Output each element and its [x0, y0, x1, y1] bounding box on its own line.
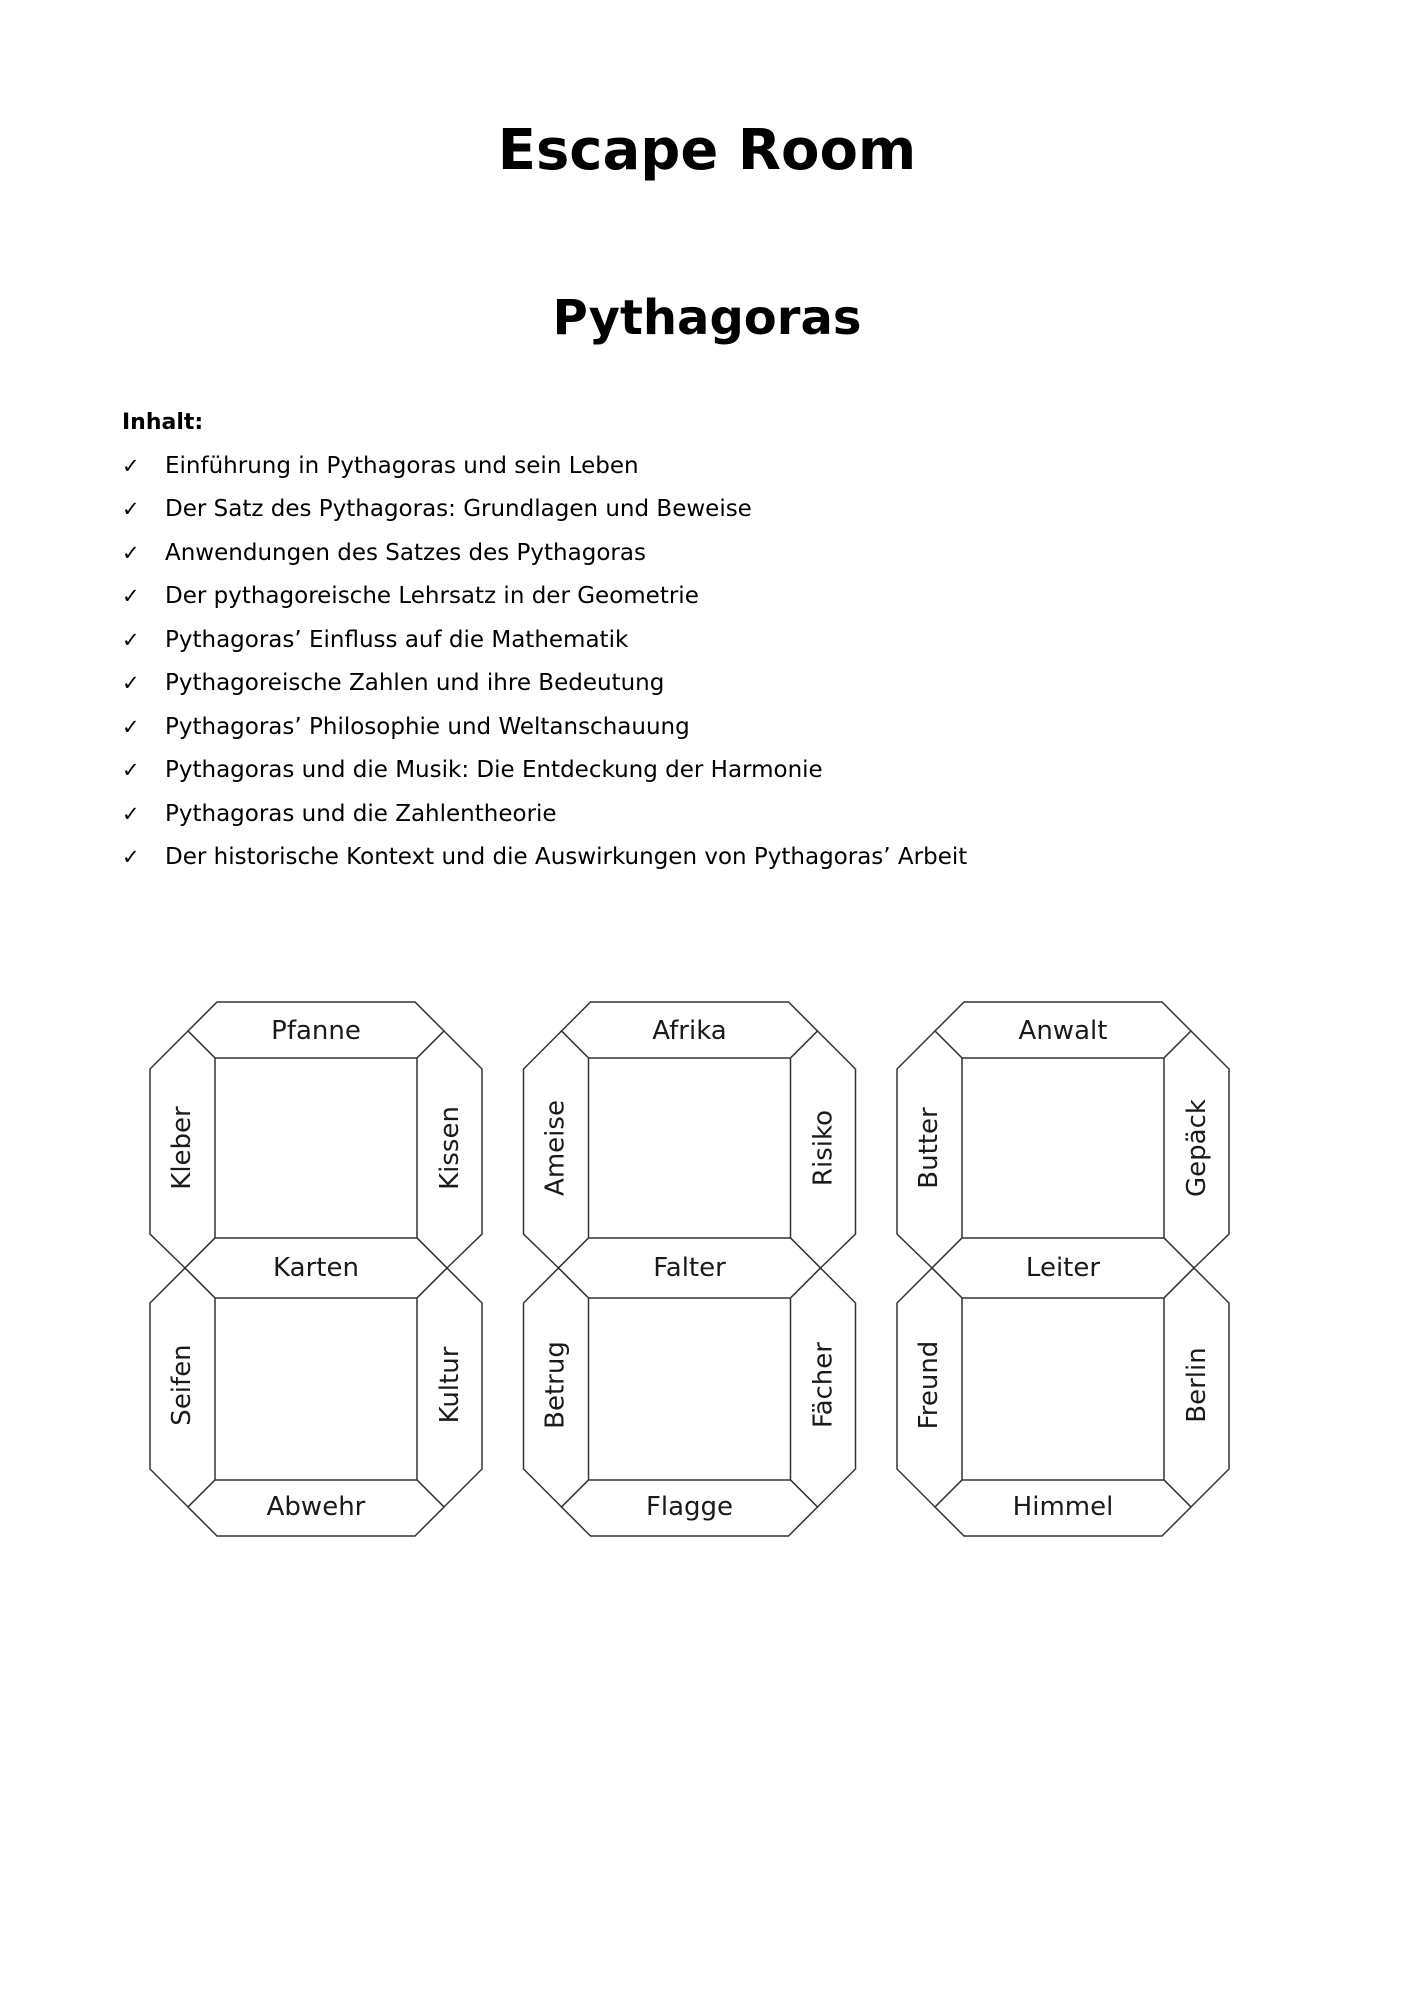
segment-label-upper-right: Risiko: [808, 1109, 839, 1187]
contents-item-label: Anwendungen des Satzes des Pythagoras: [165, 539, 646, 566]
segment-label-middle: Leiter: [1025, 1253, 1101, 1283]
segment-label-top: Anwalt: [1018, 1016, 1108, 1046]
page-subtitle: Pythagoras: [552, 290, 862, 346]
segment-label-bottom: Abwehr: [266, 1492, 366, 1522]
checkmark-icon: ✓: [122, 801, 140, 826]
segment-label-middle: Karten: [273, 1253, 359, 1283]
checkmark-icon: ✓: [122, 714, 140, 739]
checkmark-icon: ✓: [122, 671, 140, 696]
word-display-2: [524, 1002, 856, 1536]
checkmark-icon: ✓: [122, 758, 140, 783]
segment-label-upper-left: Butter: [914, 1107, 944, 1189]
segment-label-top: Afrika: [652, 1016, 727, 1046]
contents-heading: Inhalt:: [122, 410, 204, 435]
page-title: Escape Room: [497, 118, 917, 183]
segment-label-lower-left: Seifen: [167, 1344, 197, 1426]
contents-item-label: Pythagoreische Zahlen und ihre Bedeutung: [165, 670, 665, 697]
contents-item-label: Der Satz des Pythagoras: Grundlagen und Beweise: [165, 496, 752, 523]
checkmark-icon: ✓: [122, 845, 140, 870]
checkmark-icon: ✓: [122, 453, 140, 478]
segment-label-middle: Falter: [653, 1253, 726, 1283]
segment-label-lower-left: Freund: [914, 1340, 944, 1430]
contents-item-label: Der pythagoreische Lehrsatz in der Geometrie: [165, 583, 699, 610]
checkmark-icon: ✓: [122, 627, 140, 652]
segment-label-lower-right: Fächer: [808, 1342, 839, 1428]
segment-label-bottom: Flagge: [645, 1492, 734, 1522]
segment-label-lower-left: Betrug: [540, 1341, 571, 1429]
segment-label-upper-right: Kissen: [435, 1106, 465, 1190]
segment-label-upper-right: Gepäck: [1182, 1099, 1212, 1197]
checkmark-icon: ✓: [122, 540, 140, 565]
segment-label-upper-left: Ameise: [540, 1100, 571, 1196]
segment-label-lower-right: Berlin: [1182, 1347, 1212, 1423]
contents-item-label: Pythagoras und die Zahlentheorie: [165, 800, 557, 827]
word-display-3: [897, 1002, 1229, 1536]
contents-item-label: Der historische Kontext und die Auswirkungen von Pythagoras’ Arbeit: [165, 844, 968, 871]
checkmark-icon: ✓: [122, 497, 140, 522]
segment-label-top: Pfanne: [271, 1016, 361, 1046]
segment-label-bottom: Himmel: [1012, 1492, 1114, 1522]
contents-item-label: Pythagoras und die Musik: Die Entdeckung der Harmonie: [165, 757, 823, 784]
segment-label-upper-left: Kleber: [167, 1106, 197, 1190]
checkmark-icon: ✓: [122, 584, 140, 609]
contents-item-label: Einführung in Pythagoras und sein Leben: [165, 452, 639, 479]
contents-item-label: Pythagoras’ Einfluss auf die Mathematik: [165, 626, 629, 653]
word-display-1: [150, 1002, 482, 1536]
segment-label-lower-right: Kultur: [435, 1346, 465, 1424]
contents-item-label: Pythagoras’ Philosophie und Weltanschauung: [165, 713, 690, 740]
